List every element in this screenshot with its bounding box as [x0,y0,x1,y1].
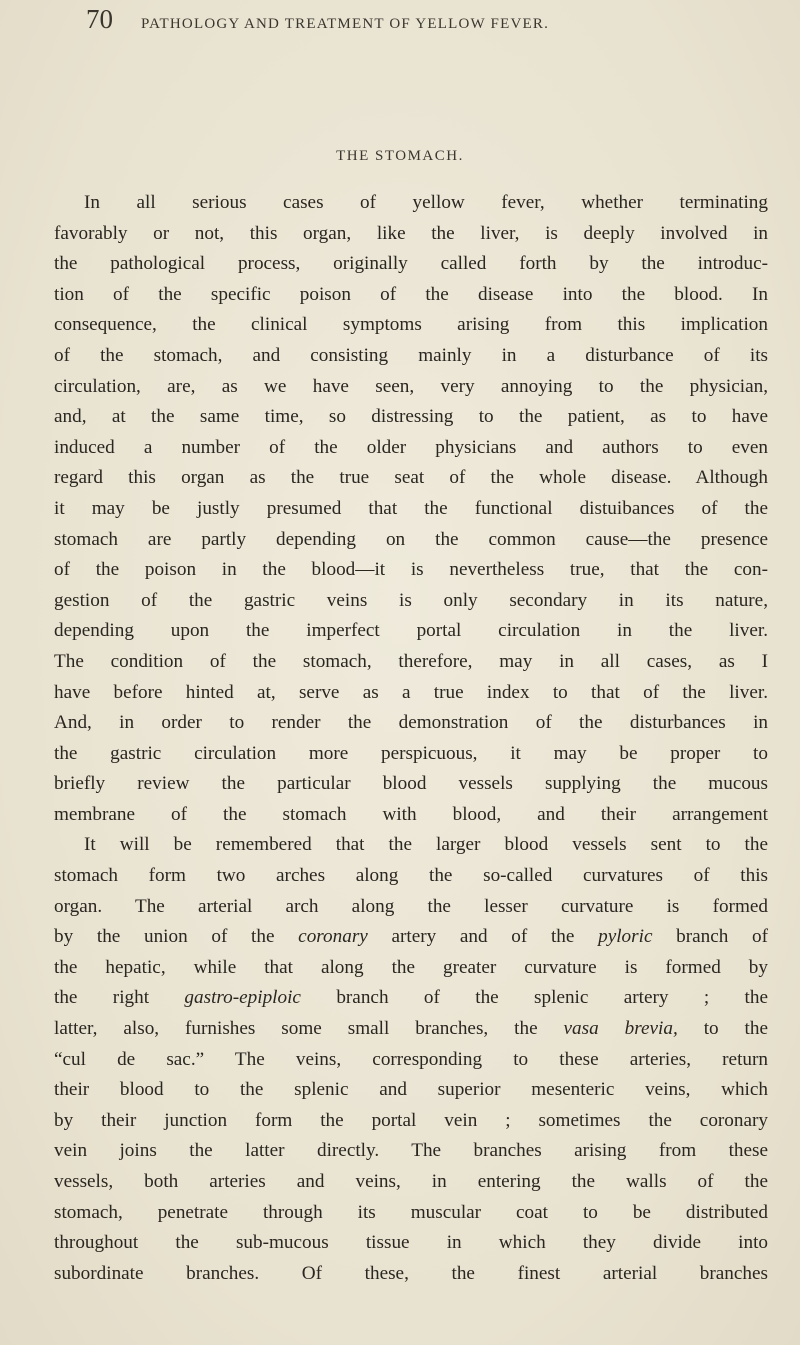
text-line: “cul de sac.” The veins, corresponding to these arteries, return [54,1048,768,1070]
text-line: It will be remembered that the larger blood vessels sent to the [84,834,768,856]
text-line: membrane of the stomach with blood, and their arrangement [54,803,768,825]
text-line: it may be justly presumed that the functional distuibances of the [54,497,768,519]
text-line: organ. The arterial arch along the lesser curvature is formed [54,895,768,917]
text-line: stomach, penetrate through its muscular coat to be distributed [54,1201,768,1223]
text-segment: branch of the splenic artery ; the [336,987,769,1009]
italic-term-gastro-epiploic: gastro-epiploic [184,987,301,1009]
text-line: And, in order to render the demonstration of the disturbances in [54,712,768,734]
text-segment: branch of [676,926,769,948]
text-line: by their junction form the portal vein ; sometimes the coronary [54,1109,768,1131]
text-line: have before hinted at, serve as a true index to that of the liver. [54,681,768,703]
text-line: circulation, are, as we have seen, very annoying to the physician, [54,375,768,397]
text-line: favorably or not, this organ, like the liver, is deeply involved in [54,222,768,244]
text-line: tion of the specific poison of the disease into the blood. In [54,283,768,305]
text-line: of the poison in the blood—it is nevertheless true, that the con- [54,559,768,581]
text-line: vein joins the latter directly. The branches arising from these [54,1140,768,1162]
text-line: their blood to the splenic and superior mesenteric veins, which [54,1079,768,1101]
text-line: The condition of the stomach, therefore, may in all cases, as I [54,650,768,672]
text-line-mixed [54,922,768,953]
italic-term-vasa-brevia: vasa brevia, [563,1018,678,1040]
text-line-mixed [54,983,768,1014]
text-segment: latter, also, furnishes some small branches, the [54,1018,538,1040]
running-title: PATHOLOGY AND TREATMENT OF YELLOW FEVER. [141,16,550,32]
italic-term-pyloric: pyloric [598,926,653,948]
text-line: the hepatic, while that along the greater curvature is formed by [54,956,768,978]
text-line: gestion of the gastric veins is only secondary in its nature, [54,589,768,611]
text-line: briefly review the particular blood vessels supplying the mucous [54,773,768,795]
italic-term-coronary: coronary [298,926,368,948]
text-segment: to the [703,1018,768,1040]
text-line-mixed [54,1014,768,1045]
text-segment: by the union of the [54,926,275,948]
text-segment: the right [54,987,150,1009]
running-head [86,4,766,44]
section-title: THE STOMACH. [336,148,464,164]
text-line: depending upon the imperfect portal circulation in the liver. [54,620,768,642]
text-segment: artery and of the [391,926,575,948]
text-line: stomach are partly depending on the common cause—the presence [54,528,768,550]
text-line: throughout the sub-mucous tissue in which they divide into [54,1232,768,1254]
text-line: induced a number of the older physicians and authors to even [54,436,768,458]
text-line: consequence, the clinical symptoms arising from this implication [54,314,768,336]
text-line: the pathological process, originally called forth by the introduc- [54,253,768,275]
text-line: subordinate branches. Of these, the finest arterial branches [54,1262,768,1284]
text-line: vessels, both arteries and veins, in entering the walls of the [54,1171,768,1192]
body-text [54,188,768,1289]
page-number: 70 [86,4,113,34]
text-line: stomach form two arches along the so-called curvatures of this [54,865,768,887]
text-line: and, at the same time, so distressing to the patient, as to have [54,406,768,428]
text-line: of the stomach, and consisting mainly in a disturbance of its [54,344,768,366]
text-line: In all serious cases of yellow fever, whether terminating [84,192,768,213]
text-line: the gastric circulation more perspicuous, it may be proper to [54,742,768,764]
text-line: regard this organ as the true seat of the whole disease. Although [54,467,768,489]
